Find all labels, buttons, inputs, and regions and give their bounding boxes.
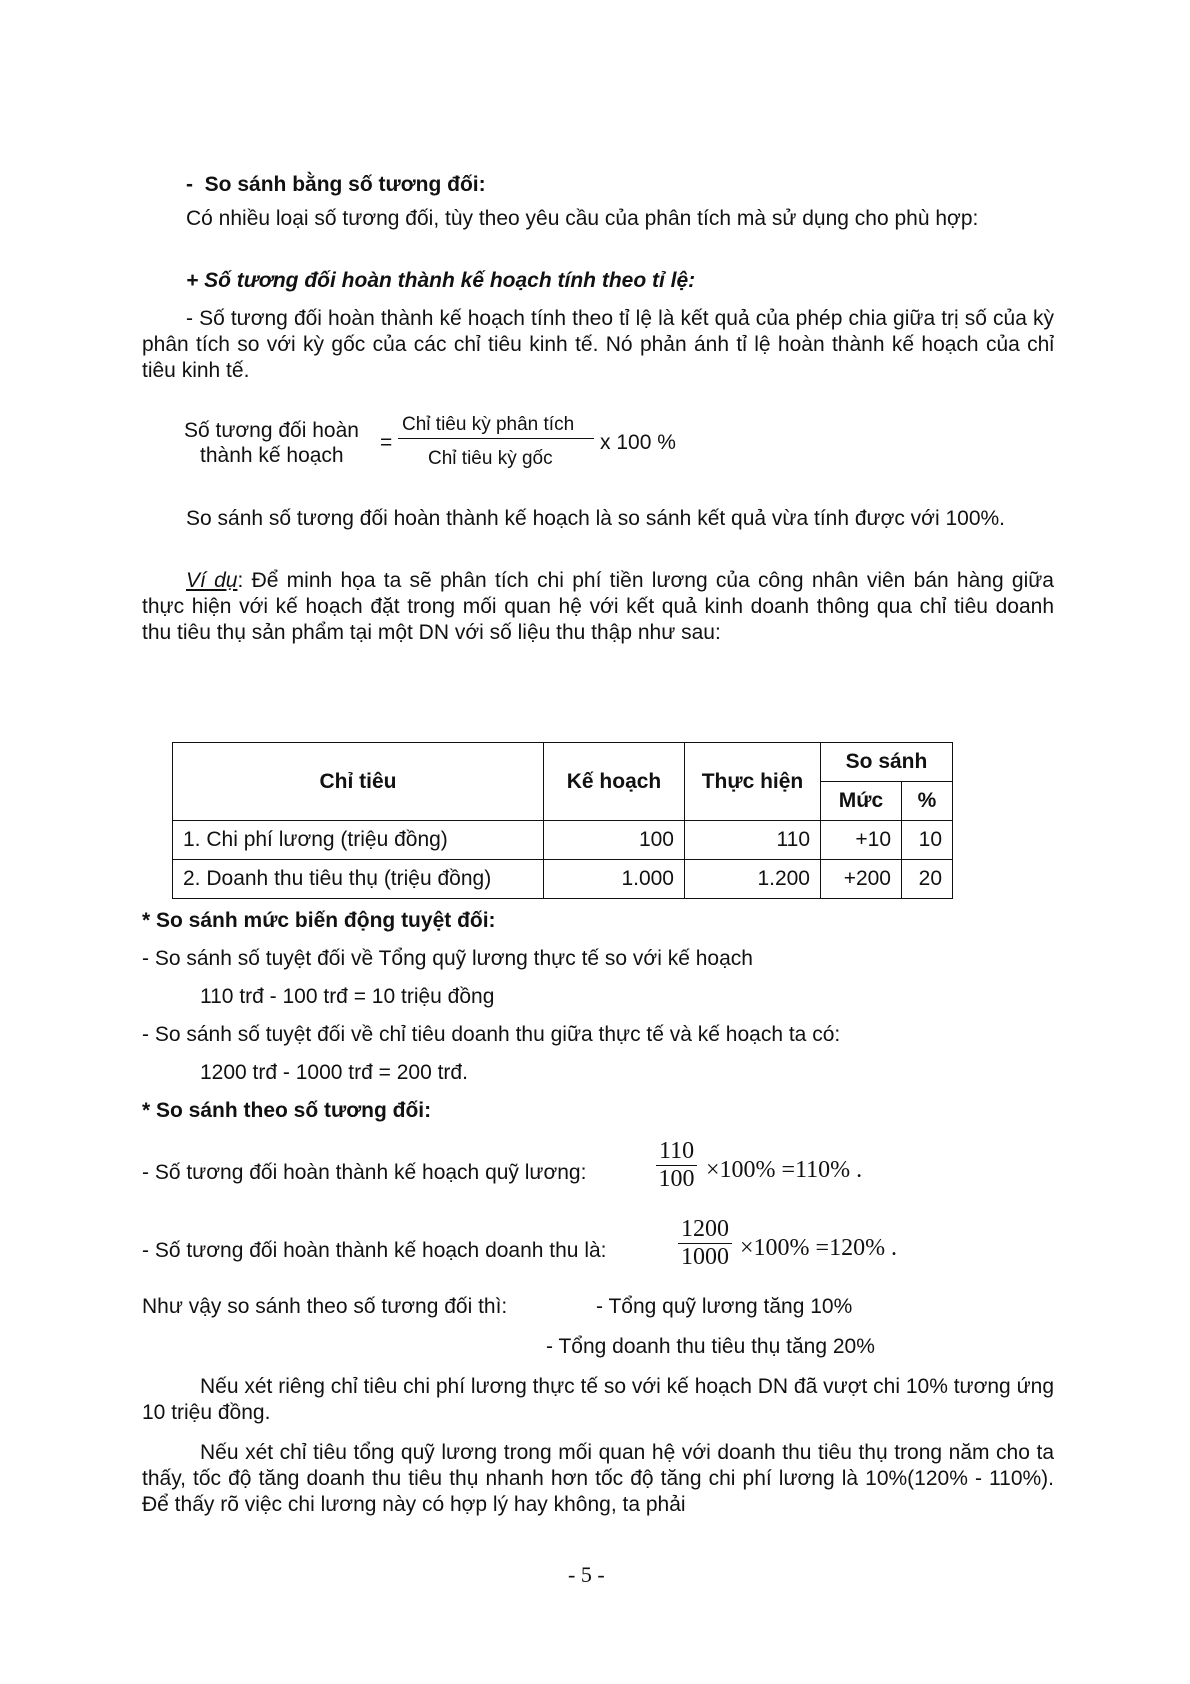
example-text: : Để minh họa ta sẽ phân tích chi phí tiền lương của công nhân viên bán hàng giữa thực hiện với kế hoạch đặt trong mối quan hệ với kết quả kinh doanh thông qua chỉ tiêu doanh thu tiêu thụ sản phẩm tại một DN với số liệu thu thập như sau: [142,569,1054,644]
heading-text: So sánh bằng số tương đối: [204,173,486,196]
absolute-calc2: 1200 trđ - 1000 trđ = 200 trđ. [200,1061,468,1084]
absolute-heading: * So sánh mức biến động tuyệt đối: [142,909,496,932]
formula-denominator: Chỉ tiêu kỳ gốc [428,448,553,469]
header-indicator: Chỉ tiêu [173,743,544,821]
absolute-line1: - So sánh số tuyệt đối về Tổng quỹ lương thực tế so với kế hoạch [142,947,753,970]
wage-denominator: 100 [658,1166,695,1192]
data-table [172,742,953,899]
subheading: + Số tương đối hoàn thành kế hoạch tính theo tỉ lệ: [186,269,696,292]
revenue-result: ×100% =120% . [740,1235,898,1261]
table-row [173,821,953,860]
formula-multiplier: x 100 % [600,431,676,454]
absolute-line2: - So sánh số tuyệt đối về chỉ tiêu doanh thu giữa thực tế và kế hoạch ta có: [142,1023,841,1046]
revenue-numerator: 1200 [678,1216,732,1244]
intro-paragraph: Có nhiều loại số tương đối, tùy theo yêu cầu của phân tích mà sử dụng cho phù hợp: [186,207,979,230]
wage-numerator: 110 [656,1138,697,1166]
paragraph-wage-only: Nếu xét riêng chỉ tiêu chi phí lương thực tế so với kế hoạch DN đã vượt chi 10% tương ứng 10 triệu đồng. [142,1375,1054,1424]
formula-lhs-line2: thành kế hoạch [200,444,344,467]
example-label: Ví dụ [186,569,238,592]
header-compare: So sánh [821,743,953,782]
wage-result: ×100% =110% . [706,1157,863,1183]
formula-numerator: Chỉ tiêu kỳ phân tích [402,414,575,435]
example-paragraph [142,568,1054,646]
cell-indicator: 2. Doanh thu tiêu thụ (triệu đồng) [173,860,544,899]
relative-heading: * So sánh theo số tương đối: [142,1099,432,1122]
cell-percent: 10 [902,821,953,860]
page-number: - 5 - [568,1562,605,1587]
cell-plan: 100 [544,821,685,860]
header-actual: Thực hiện [685,743,821,821]
heading-dash: - [186,173,193,196]
compare-paragraph: So sánh số tương đối hoàn thành kế hoạch là so sánh kết quả vừa tính được với 100%. [186,507,1005,530]
cell-level: +10 [821,821,902,860]
summary-intro: Như vậy so sánh theo số tương đối thì: [142,1295,508,1318]
cell-percent: 20 [902,860,953,899]
header-plan: Kế hoạch [544,743,685,821]
wage-fraction [656,1138,697,1193]
paragraph-relation: Nếu xét chỉ tiêu tổng quỹ lương trong mối quan hệ với doanh thu tiêu thụ trong năm cho ta thấy, tốc độ tăng doanh thu tiêu thụ nhanh hơn tốc độ tăng chi phí lương là 10%(120% - 110%). Để thấy rõ việc chi lương này có hợp lý hay không, ta phải [142,1441,1054,1516]
fraction-bar [398,438,594,439]
header-percent: % [902,782,953,821]
revenue-fraction [678,1216,732,1271]
cell-actual: 110 [685,821,821,860]
definition-paragraph: - Số tương đối hoàn thành kế hoạch tính theo tỉ lệ là kết quả của phép chia giữa trị số của kỳ phân tích so với kỳ gốc của các chỉ tiêu kinh tế. Nó phản ánh tỉ lệ hoàn thành kế hoạch của chỉ tiêu kinh tế. [142,307,1054,382]
cell-plan: 1.000 [544,860,685,899]
absolute-calc1: 110 trđ - 100 trđ = 10 triệu đồng [200,985,495,1008]
table-row [173,860,953,899]
cell-level: +200 [821,860,902,899]
formula-lhs-line1: Số tương đối hoàn [184,419,359,442]
header-level: Mức [821,782,902,821]
wage-label: - Số tương đối hoàn thành kế hoạch quỹ lương: [142,1161,587,1184]
summary-revenue: - Tổng doanh thu tiêu thụ tăng 20% [546,1335,875,1358]
cell-actual: 1.200 [685,860,821,899]
revenue-denominator: 1000 [681,1244,729,1270]
summary-wage: - Tổng quỹ lương tăng 10% [596,1295,853,1318]
formula-equals: = [380,431,393,454]
revenue-label: - Số tương đối hoàn thành kế hoạch doanh thu là: [142,1239,607,1262]
cell-indicator: 1. Chi phí lương (triệu đồng) [173,821,544,860]
section-heading [186,172,486,198]
